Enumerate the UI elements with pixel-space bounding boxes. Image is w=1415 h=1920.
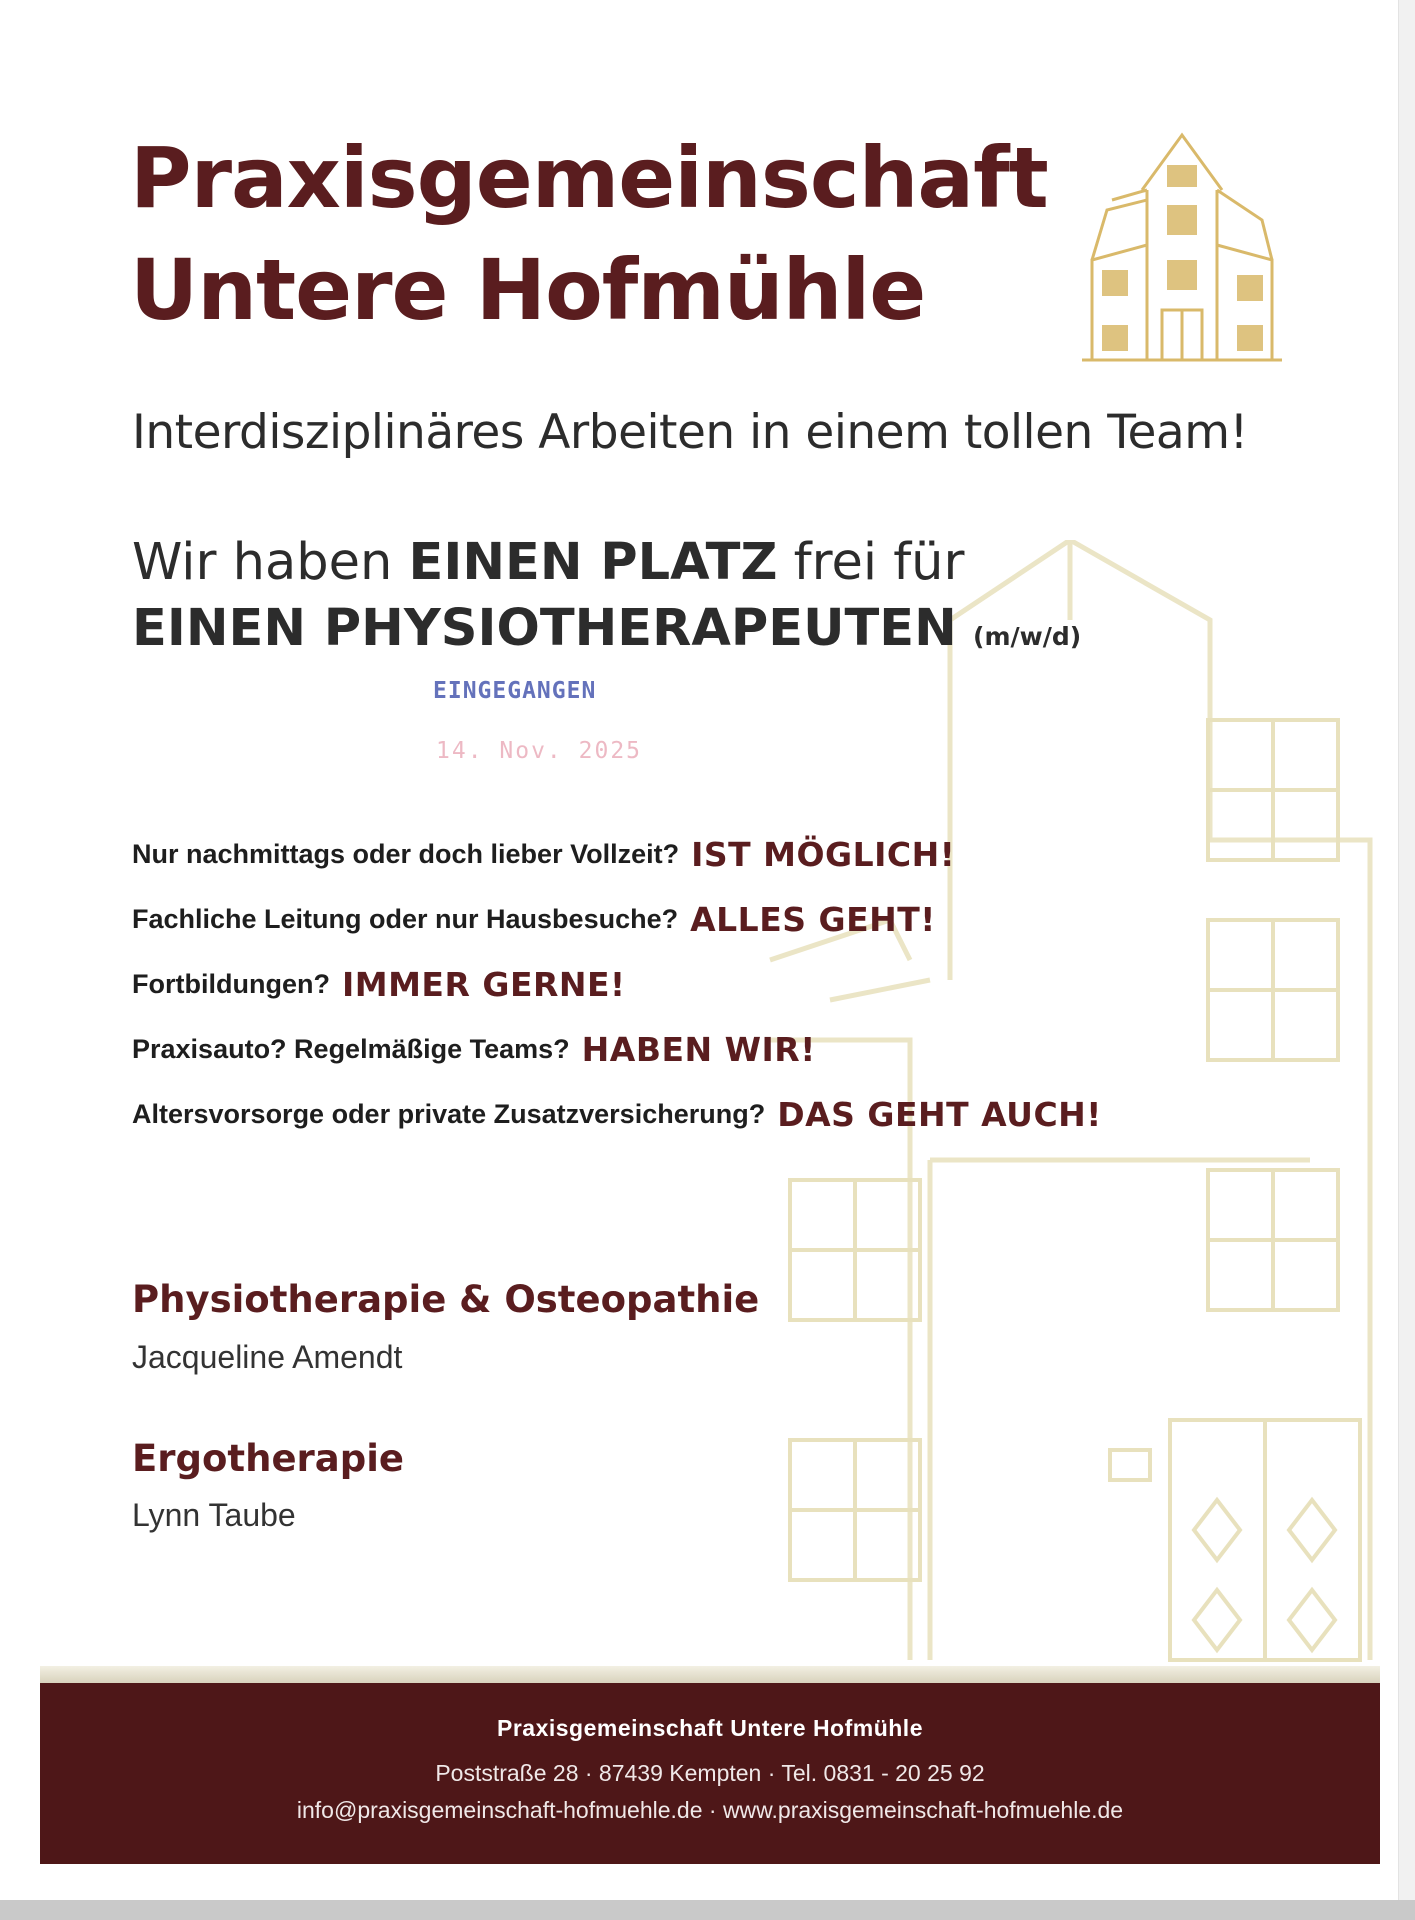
section-name-ergo: Lynn Taube [132, 1497, 296, 1533]
section-title-ergo: Ergotherapie [132, 1437, 405, 1480]
title-line-2: Untere Hofmühle [130, 241, 926, 339]
footer-address: Poststraße 28 · 87439 Kempten · Tel. 0831 - 20 25 92 [435, 1760, 985, 1786]
list-item [132, 1017, 1102, 1082]
received-stamp: EINGEGANGEN [433, 678, 597, 704]
answer: ALLES GEHT! [690, 900, 936, 939]
subtitle: Interdisziplinäres Arbeiten in einem tollen Team! [132, 405, 1248, 460]
question: Praxisauto? Regelmäßige Teams? [132, 1034, 570, 1064]
offer-line-1 [132, 530, 1081, 596]
answer: HABEN WIR! [581, 1030, 816, 1069]
question: Nur nachmittags oder doch lieber Vollzeit? [132, 839, 680, 869]
footer-shadow [40, 1666, 1380, 1683]
job-offer [132, 530, 1081, 670]
page-edge [1398, 0, 1415, 1920]
answer: IST MÖGLICH! [691, 835, 956, 874]
footer [40, 1683, 1380, 1864]
footer-practice-name: Praxisgemeinschaft Untere Hofmühle [496, 1715, 923, 1741]
gender-note: (m/w/d) [973, 622, 1082, 651]
list-item [132, 1082, 1102, 1147]
offer-line-2 [132, 596, 1081, 670]
question: Altersvorsorge oder private Zusatzversicherung? [132, 1099, 766, 1129]
footer-contact: info@praxisgemeinschaft-hofmuehle.de · www.praxisgemeinschaft-hofmuehle.de [296, 1797, 1124, 1823]
benefits-list [132, 822, 1102, 1147]
scan-edge [0, 1900, 1415, 1920]
offer-emphasis: EINEN PLATZ [408, 533, 778, 592]
page-title [130, 122, 1048, 346]
list-item [132, 822, 1102, 887]
stamp-date: 14. Nov. 2025 [436, 738, 643, 764]
section-title-physio: Physiotherapie & Osteopathie [132, 1278, 760, 1321]
section-name-physio: Jacqueline Amendt [132, 1339, 403, 1375]
title-line-1: Praxisgemeinschaft [130, 129, 1048, 227]
answer: IMMER GERNE! [341, 965, 626, 1004]
position-title: EINEN PHYSIOTHERAPEUTEN [132, 599, 957, 658]
offer-suffix: frei für [777, 533, 965, 592]
question: Fachliche Leitung oder nur Hausbesuche? [132, 904, 679, 934]
question: Fortbildungen? [132, 969, 330, 999]
list-item [132, 887, 1102, 952]
answer: DAS GEHT AUCH! [777, 1095, 1102, 1134]
offer-prefix: Wir haben [132, 533, 409, 592]
house-logo-icon [1072, 130, 1292, 370]
list-item [132, 952, 1102, 1017]
